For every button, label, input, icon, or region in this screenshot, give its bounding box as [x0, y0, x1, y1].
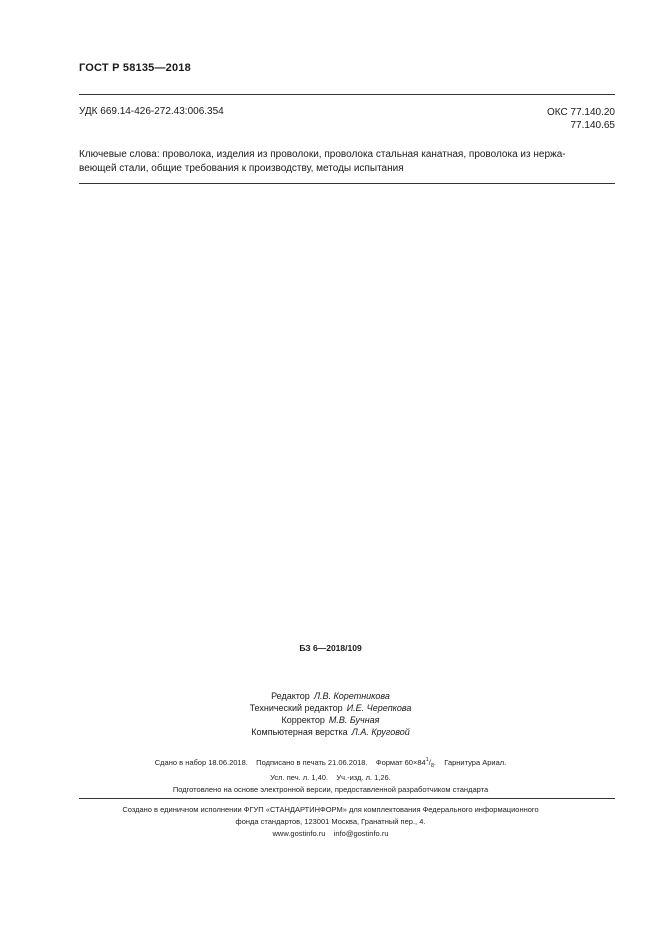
credit-layout — [0, 726, 661, 738]
credit-name: И.Е. Черепкова — [346, 703, 412, 713]
credit-role: Корректор — [281, 715, 325, 725]
print-info-row-2: Усл. печ. л. 1,40. Уч.-изд. л. 1,26. — [270, 773, 391, 782]
credits-block — [0, 690, 661, 738]
oks-code-1: ОКС 77.140.20 — [547, 107, 615, 118]
print-typeface: . Гарнитура Ариал. — [433, 758, 507, 767]
keywords-divider — [79, 183, 615, 184]
keywords-line-1: Ключевые слова: проволока, изделия из проволоки, проволока стальная канатная, проволока из нержа- — [79, 149, 566, 160]
footer-line-1: Создано в единичном исполнении ФГУП «СТАНДАРТИНФОРМ» для комплектования Федерального информационного — [122, 805, 539, 814]
format-numerator: 1 — [425, 757, 429, 763]
udk-code: УДК 669.14-426-272.43:006.354 — [79, 106, 224, 117]
oks-code-2: 77.140.65 — [570, 120, 615, 131]
print-dates: Сдано в набор 18.06.2018. Подписано в печать 21.06.2018. Формат 60×84 — [154, 758, 426, 767]
oks-codes — [547, 106, 615, 132]
credit-name: М.В. Бучная — [328, 715, 380, 725]
credit-role: Технический редактор — [249, 703, 343, 713]
credit-role: Компьютерная верстка — [251, 727, 348, 737]
format-slash: / — [428, 758, 431, 767]
print-info-row-1 — [0, 754, 661, 772]
format-denominator: 8 — [430, 763, 434, 769]
credit-role: Редактор — [271, 691, 310, 701]
credit-name: Л.А. Круговой — [351, 727, 410, 737]
credit-name: Л.В. Коретникова — [313, 691, 390, 701]
footer-line-2: фонда стандартов, 123001 Москва, Гранатный пер., 4. — [235, 817, 426, 826]
publisher-footer — [0, 804, 661, 840]
credit-tech-editor — [0, 702, 661, 714]
credit-editor — [0, 690, 661, 702]
bz-number: БЗ 6—2018/109 — [299, 643, 362, 653]
keywords-line-2: веющей стали, общие требования к производству, методы испытания — [79, 163, 404, 174]
keywords-block — [79, 148, 616, 176]
credit-proofreader — [0, 714, 661, 726]
top-divider — [79, 94, 615, 95]
footer-divider — [79, 798, 615, 799]
document-code: ГОСТ Р 58135—2018 — [79, 62, 191, 74]
footer-contacts: www.gostinfo.ru info@gostinfo.ru — [272, 829, 389, 838]
print-info — [0, 754, 661, 796]
print-info-row-3: Подготовлено на основе электронной версии, предоставленной разработчиком стандарта — [172, 785, 489, 794]
